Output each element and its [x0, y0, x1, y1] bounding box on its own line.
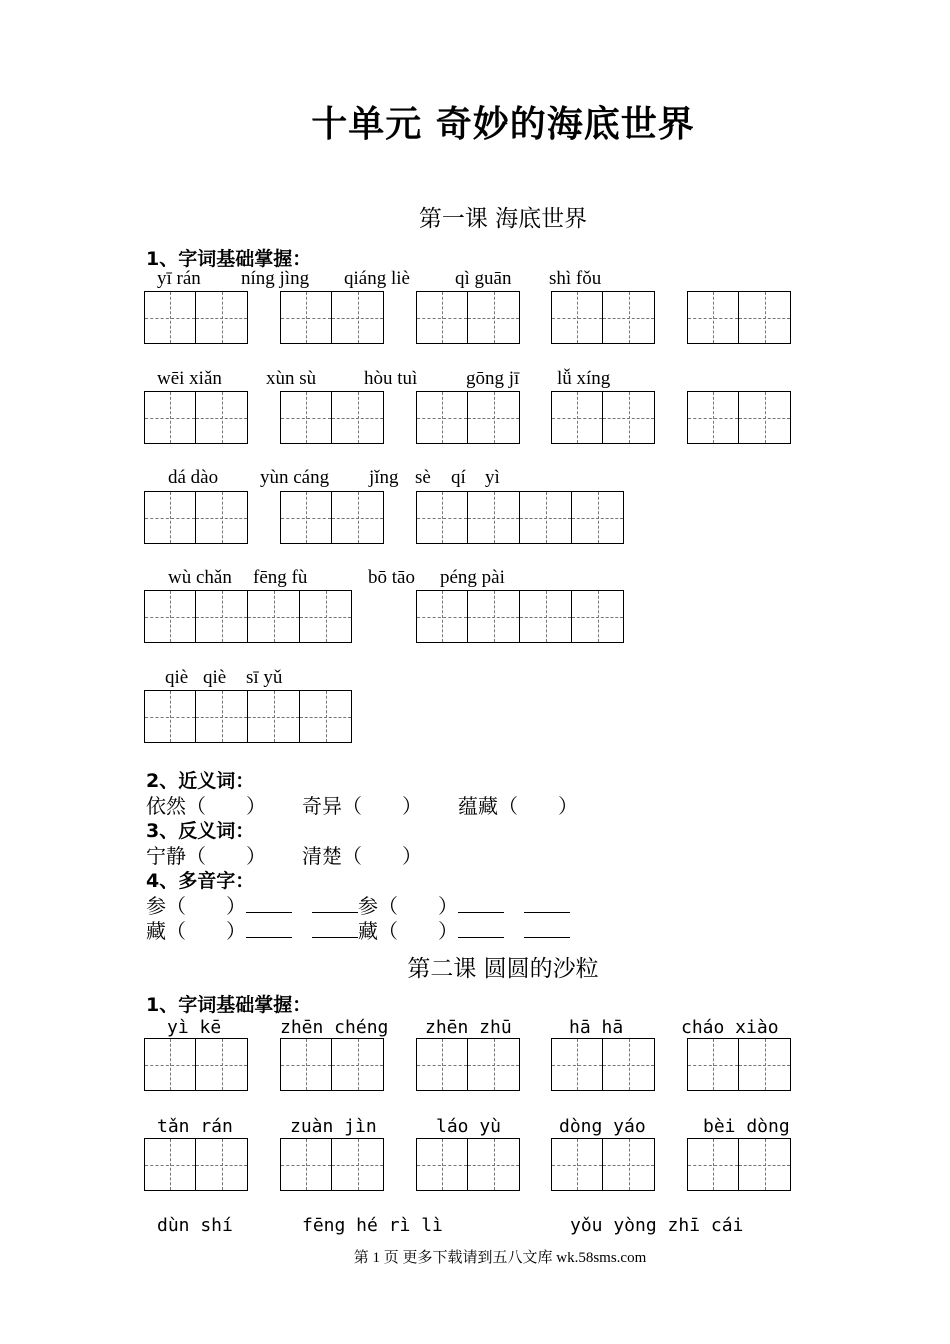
synonym-item[interactable]: 蕴藏（ ） [458, 794, 578, 818]
synonym-item[interactable]: 依然（ ） [146, 794, 266, 818]
pinyin: gōng jī [466, 368, 520, 389]
char-grid[interactable] [687, 391, 791, 444]
pinyin: dùn shí [157, 1215, 233, 1236]
char-grid[interactable] [416, 491, 624, 544]
page-footer: 第 1 页 更多下载请到五八文库 wk.58sms.com [353, 1250, 647, 1266]
pinyin: dá dào [168, 467, 219, 488]
answer-blank[interactable] [246, 919, 292, 938]
char-grid[interactable] [280, 491, 384, 544]
char-grid[interactable] [416, 291, 520, 344]
pinyin: zuàn jìn [290, 1116, 377, 1137]
answer-blank[interactable] [312, 894, 358, 913]
polyphone-heading: 4、多音字： [146, 870, 255, 892]
pinyin: yǒu yòng zhī cái [570, 1215, 744, 1236]
answer-blank[interactable] [312, 919, 358, 938]
pinyin: xùn sù [266, 368, 317, 389]
char-grid[interactable] [416, 590, 624, 643]
lesson2-title: 第二课 圆圆的沙粒 [407, 956, 599, 982]
pinyin: níng jìng [241, 268, 310, 289]
pinyin: sè [415, 467, 431, 488]
char-grid[interactable] [687, 291, 791, 344]
pinyin: dòng yáo [559, 1116, 646, 1137]
pinyin: yī rán [157, 268, 201, 289]
char-grid[interactable] [280, 1138, 384, 1191]
pinyin: hā hā [569, 1017, 624, 1038]
char-grid[interactable] [551, 291, 655, 344]
char-grid[interactable] [280, 291, 384, 344]
pinyin: bèi dòng [703, 1116, 790, 1137]
pinyin: fēng fù [253, 567, 308, 588]
synonym-item[interactable]: 奇异（ ） [302, 794, 422, 818]
page-title: 十单元 奇妙的海底世界 [311, 103, 695, 145]
pinyin: fēng hé rì lì [302, 1215, 443, 1236]
pinyin: jǐng [369, 467, 399, 488]
pinyin: yùn cáng [260, 467, 330, 488]
pinyin: bō tāo [368, 567, 415, 588]
char-grid[interactable] [687, 1138, 791, 1191]
polyphone-char: 藏（ ） [146, 919, 246, 943]
pinyin: péng pài [440, 567, 505, 588]
pinyin: hòu tuì [364, 368, 418, 389]
answer-blank[interactable] [524, 919, 570, 938]
answer-blank[interactable] [458, 919, 504, 938]
antonyms-heading: 3、反义词： [146, 820, 255, 842]
answer-blank[interactable] [524, 894, 570, 913]
char-grid[interactable] [687, 1038, 791, 1091]
char-grid[interactable] [416, 1038, 520, 1091]
pinyin: qiáng liè [344, 268, 410, 289]
pinyin: qí [451, 467, 466, 488]
char-grid[interactable] [551, 1038, 655, 1091]
antonym-item[interactable]: 宁静（ ） [146, 844, 266, 868]
answer-blank[interactable] [458, 894, 504, 913]
pinyin: yì kē [167, 1017, 222, 1038]
char-grid[interactable] [551, 1138, 655, 1191]
char-grid[interactable] [144, 690, 352, 743]
lesson1-title: 第一课 海底世界 [418, 206, 588, 232]
polyphone-char: 藏（ ） [358, 919, 458, 943]
pinyin: lǚ xíng [557, 368, 611, 389]
char-grid[interactable] [144, 1038, 248, 1091]
polyphone-char: 参（ ） [146, 894, 246, 918]
pinyin: zhēn zhū [425, 1017, 512, 1038]
char-grid[interactable] [416, 1138, 520, 1191]
polyphone-row[interactable] [146, 915, 570, 944]
pinyin: qiè [203, 667, 227, 688]
char-grid[interactable] [144, 391, 248, 444]
pinyin: zhēn chéng [280, 1017, 389, 1038]
pinyin: wù chǎn [168, 567, 232, 588]
char-grid[interactable] [144, 491, 248, 544]
pinyin: shì fǒu [549, 268, 602, 289]
polyphone-char: 参（ ） [358, 894, 458, 918]
char-grid[interactable] [280, 1038, 384, 1091]
lesson2-section1-heading: 1、字词基础掌握： [146, 994, 312, 1016]
pinyin: sī yǔ [246, 667, 283, 688]
pinyin: qiè [165, 667, 189, 688]
char-grid[interactable] [144, 1138, 248, 1191]
lesson1-section1-heading: 1、字词基础掌握： [146, 248, 312, 270]
pinyin: yì [485, 467, 500, 488]
char-grid[interactable] [144, 590, 352, 643]
char-grid[interactable] [551, 391, 655, 444]
antonym-item[interactable]: 清楚（ ） [302, 844, 422, 868]
synonyms-heading: 2、近义词： [146, 770, 255, 792]
char-grid[interactable] [280, 391, 384, 444]
answer-blank[interactable] [246, 894, 292, 913]
pinyin: qì guān [455, 268, 512, 289]
char-grid[interactable] [144, 291, 248, 344]
pinyin: cháo xiào [681, 1017, 779, 1038]
pinyin: tǎn rán [157, 1116, 233, 1137]
pinyin: wēi xiǎn [157, 368, 222, 389]
char-grid[interactable] [416, 391, 520, 444]
pinyin: láo yù [436, 1116, 502, 1137]
